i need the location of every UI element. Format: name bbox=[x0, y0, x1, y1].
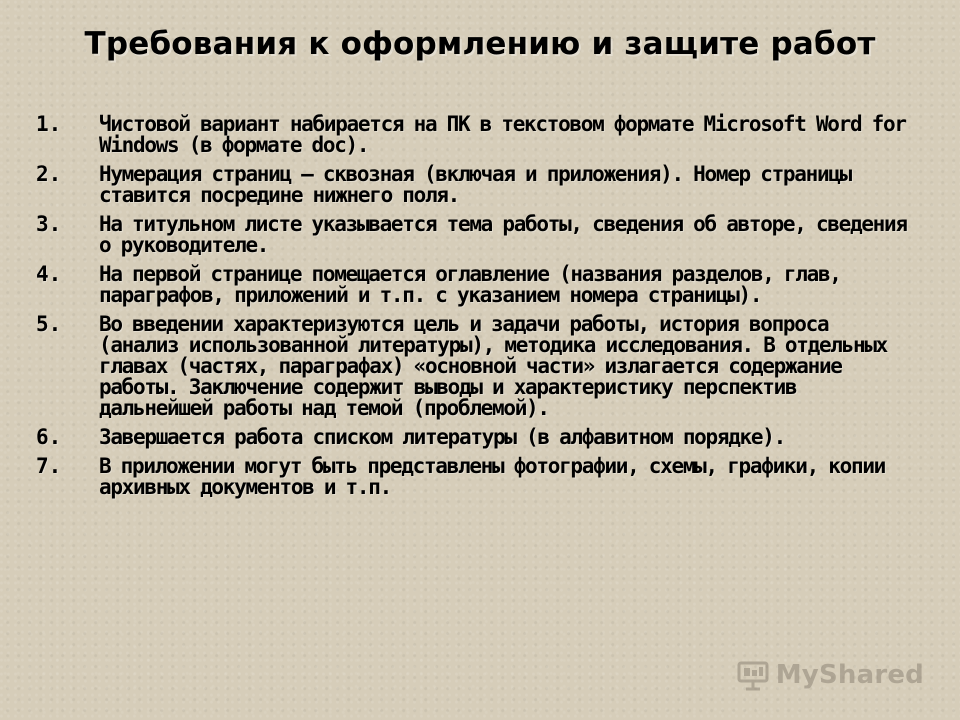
list-item-number: 1. bbox=[36, 112, 62, 136]
presentation-board-icon bbox=[736, 658, 770, 692]
list-item-text: Во введении характеризуются цель и задачи работы, история вопроса (анализ использованной литературы), методика исследования. В отдельных главах (частях, параграфах) «основной части» излагается содержание работы. Заключение содержит выводы и характеристику перспектив дальнейшей работы над темой (проблемой). bbox=[99, 312, 888, 420]
list-item bbox=[36, 456, 916, 498]
list-item-number: 4. bbox=[36, 262, 62, 286]
slide-title: Требования к оформлению и защите работ bbox=[84, 26, 876, 62]
list-item bbox=[36, 214, 916, 256]
list-item-text: Завершается работа списком литературы (в алфавитном порядке). bbox=[99, 425, 785, 449]
list-item-number: 7. bbox=[36, 454, 62, 478]
list-item-number: 2. bbox=[36, 162, 62, 186]
list-item-text: В приложении могут быть представлены фотографии, схемы, графики, копии архивных документов и т.п. bbox=[99, 454, 886, 499]
requirements-list bbox=[36, 114, 916, 506]
list-item bbox=[36, 314, 916, 419]
list-item-number: 5. bbox=[36, 312, 62, 336]
list-item bbox=[36, 264, 916, 306]
list-item bbox=[36, 164, 916, 206]
watermark-text: MyShared bbox=[775, 660, 924, 690]
list-item bbox=[36, 427, 916, 448]
list-item-text: Нумерация страниц – сквозная (включая и приложения). Номер страницы ставится посредине нижнего поля. bbox=[99, 162, 851, 207]
watermark bbox=[736, 658, 924, 692]
list-item-text: На первой странице помещается оглавление (названия разделов, глав, параграфов, приложений и т.п. с указанием номера страницы). bbox=[99, 262, 841, 307]
list-item bbox=[36, 114, 916, 156]
list-item-number: 6. bbox=[36, 425, 62, 449]
list-item-number: 3. bbox=[36, 212, 62, 236]
list-item-text: На титульном листе указывается тема работы, сведения об авторе, сведения о руководителе. bbox=[99, 212, 907, 257]
list-item-text: Чистовой вариант набирается на ПК в текстовом формате Microsoft Word for Windows (в формате doc). bbox=[99, 112, 906, 157]
